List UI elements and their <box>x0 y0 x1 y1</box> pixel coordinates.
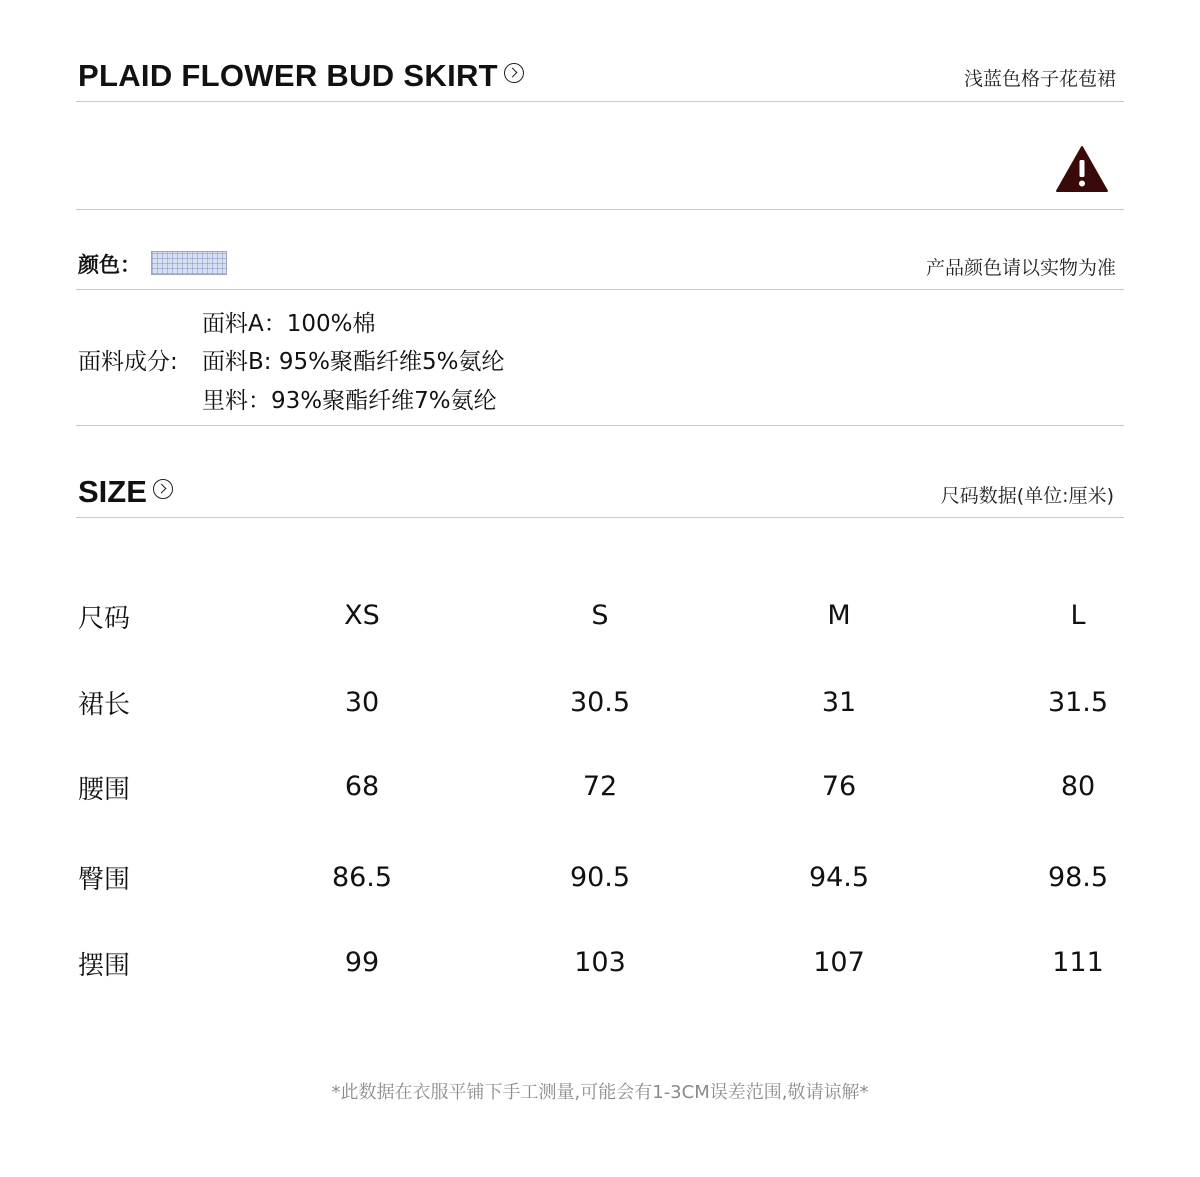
table-cell: 86.5 <box>331 862 393 893</box>
footnote: *此数据在衣服平铺下手工测量,可能会有1-3CM误差范围,敬请谅解* <box>331 1082 869 1103</box>
product-title <box>78 58 524 94</box>
size-unit-note: 尺码数据(单位:厘米) <box>940 485 1114 507</box>
table-cell: 103 <box>574 947 626 978</box>
fabric-label: 面料成分: <box>78 349 178 375</box>
table-row-label: 裙长 <box>78 690 131 720</box>
size-header-label: 尺码 <box>78 604 131 634</box>
divider <box>76 425 1124 426</box>
table-cell: 111 <box>1052 947 1104 978</box>
size-column-header: S <box>591 600 609 631</box>
fabric-line: 面料A：100%棉 <box>202 311 376 337</box>
divider <box>76 289 1124 290</box>
color-label: 颜色： <box>78 253 141 277</box>
table-cell: 98.5 <box>1047 862 1109 893</box>
chevron-circle-icon <box>153 479 173 499</box>
chevron-circle-icon <box>504 63 524 83</box>
table-cell: 31 <box>821 687 857 718</box>
color-note: 产品颜色请以实物为准 <box>925 257 1116 279</box>
size-column-header: M <box>827 600 851 631</box>
size-column-header: L <box>1070 600 1086 631</box>
table-cell: 90.5 <box>569 862 631 893</box>
table-cell: 72 <box>582 771 618 802</box>
size-column-header: XS <box>344 600 380 631</box>
table-row-label: 摆围 <box>78 951 131 981</box>
table-cell: 107 <box>813 947 865 978</box>
product-title-cn: 浅蓝色格子花苞裙 <box>963 68 1116 90</box>
fabric-line: 面料B: 95%聚酯纤维5%氨纶 <box>202 349 505 375</box>
divider <box>76 517 1124 518</box>
table-row-label: 腰围 <box>78 775 131 805</box>
table-row-label: 臀围 <box>78 865 131 895</box>
size-title <box>78 474 173 510</box>
size-title-text: SIZE <box>78 474 147 509</box>
table-cell: 76 <box>821 771 857 802</box>
table-cell: 99 <box>344 947 380 978</box>
warning-triangle-icon <box>1055 145 1109 193</box>
table-cell: 68 <box>344 771 380 802</box>
table-cell: 31.5 <box>1047 687 1109 718</box>
divider <box>76 101 1124 102</box>
divider <box>76 209 1124 210</box>
color-swatch <box>151 251 227 275</box>
table-cell: 94.5 <box>808 862 870 893</box>
table-cell: 80 <box>1060 771 1096 802</box>
product-title-text: PLAID FLOWER BUD SKIRT <box>78 58 498 93</box>
table-cell: 30.5 <box>569 687 631 718</box>
fabric-line: 里料：93%聚酯纤维7%氨纶 <box>202 388 497 414</box>
table-cell: 30 <box>344 687 380 718</box>
